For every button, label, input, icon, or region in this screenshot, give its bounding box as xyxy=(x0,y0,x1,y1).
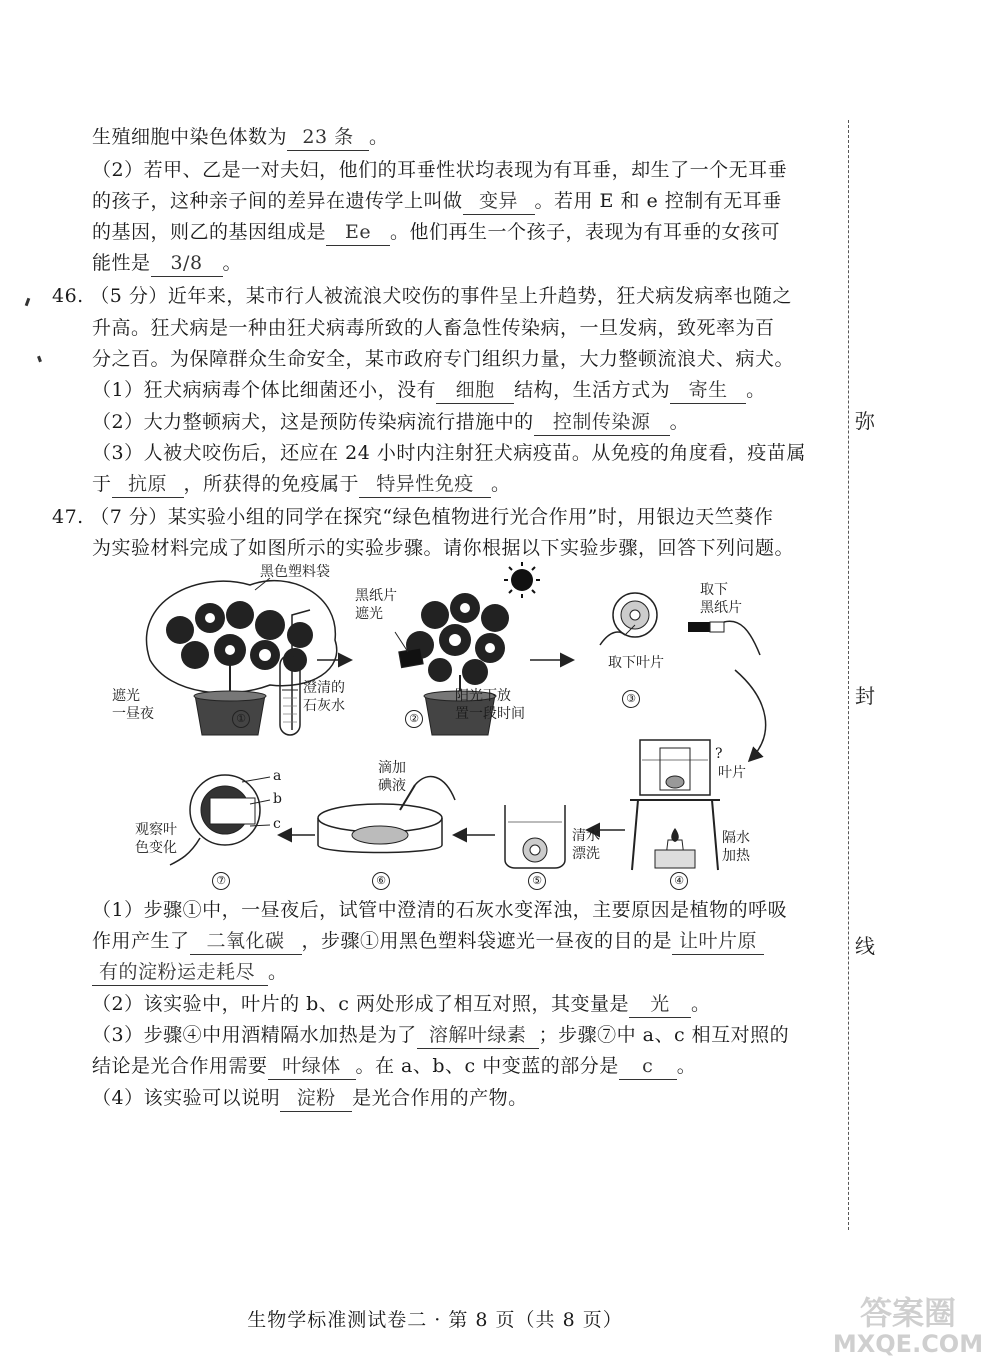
answer-blank: c xyxy=(619,1053,677,1080)
q45-line1: 生殖细胞中染色体数为 23 条 。 xyxy=(92,124,389,151)
answer-blank: Ee xyxy=(326,219,390,246)
label-question: ? xyxy=(715,746,723,762)
q45-part2-line4: 能性是 3/8 。 xyxy=(92,250,242,277)
answer-blank: 叶绿体 xyxy=(268,1053,356,1080)
label-heat-2: 加热 xyxy=(722,848,750,864)
label-black-paper: 黑纸片 xyxy=(355,588,397,604)
watermark-bottom-text: MXQE.COM xyxy=(832,1330,984,1358)
figure-drawing xyxy=(110,560,790,890)
q47-sub1-line1: （1）步骤①中，一昼夜后，试管中澄清的石灰水变浑浊，主要原因是植物的呼吸 xyxy=(92,899,788,921)
label-sunlight-1: 阳光下放 xyxy=(455,688,511,704)
label-shade: 遮光 xyxy=(112,688,140,704)
q47-sub3-line1: （3）步骤④中用酒精隔水加热是为了 溶解叶绿素 ；步骤⑦中 a、c 相互对照的 xyxy=(92,1022,789,1049)
label-b: b xyxy=(273,791,282,807)
step4-water-bath xyxy=(630,740,720,870)
answer-blank: 3/8 xyxy=(151,250,223,277)
step-number: ⑥ xyxy=(372,872,390,890)
label-observe-1: 观察叶 xyxy=(135,822,177,838)
q47-sub4: （4）该实验可以说明 淀粉 是光合作用的产物。 xyxy=(92,1085,528,1112)
q46-sub3-line2: 于 抗原 ，所获得的免疫属于 特异性免疫 。 xyxy=(92,471,511,498)
label-day-night: 一昼夜 xyxy=(112,706,154,722)
label-leaf: 叶片 xyxy=(718,765,746,781)
step-number: ② xyxy=(405,710,423,728)
margin-seal-word-3: 线 xyxy=(855,934,875,958)
q45-part2-line3: 的基因，则乙的基因组成是 Ee 。他们再生一个孩子，表现为有耳垂的女孩可 xyxy=(92,219,780,246)
step-number: ⑦ xyxy=(212,872,230,890)
step-number: ③ xyxy=(622,690,640,708)
margin-mark xyxy=(37,356,42,363)
answer-blank: 控制传染源 xyxy=(534,409,670,436)
label-c: c xyxy=(273,816,281,832)
step-number: ① xyxy=(232,710,250,728)
label-iodine-1: 滴加 xyxy=(378,760,406,776)
answer-blank: 让叶片原 xyxy=(672,928,764,955)
q46-stem-line2: 升高。狂犬病是一种由狂犬病毒所致的人畜急性传染病，一旦发病，致死率为百 xyxy=(92,317,775,339)
answer-blank: 二氧化碳 xyxy=(190,928,302,955)
label-take-leaf: 取下叶片 xyxy=(608,655,664,671)
answer-blank: 有的淀粉运走耗尽 xyxy=(92,959,268,986)
step3-leaf xyxy=(600,593,657,645)
q47-stem-line1: 47. （7 分）某实验小组的同学在探究“绿色植物进行光合作用”时，用银边天竺葵作 xyxy=(52,506,774,528)
q45-part2-line2: 的孩子，这种亲子间的差异在遗传学上叫做 变异 。若用 E 和 e 控制有无耳垂 xyxy=(92,188,782,215)
answer-blank: 光 xyxy=(629,991,691,1018)
q47-sub1-line2: 作用产生了 二氧化碳 ，步骤①用黑色塑料袋遮光一昼夜的目的是 让叶片原 xyxy=(92,928,764,955)
q46-sub3-line1: （3）人被犬咬伤后，还应在 24 小时内注射狂犬病疫苗。从免疫的角度看，疫苗属 xyxy=(92,442,806,464)
label-limewater-2: 石灰水 xyxy=(303,698,345,714)
answer-blank: 溶解叶绿素 xyxy=(417,1022,539,1049)
q47-sub3-line2: 结论是光合作用需要 叶绿体 。在 a、b、c 中变蓝的部分是 c 。 xyxy=(92,1053,696,1080)
answer-blank: 淀粉 xyxy=(280,1085,352,1112)
q46-stem-line1: 46. （5 分）近年来，某市行人被流浪犬咬伤的事件呈上升趋势，狂犬病发病率也随之 xyxy=(52,285,792,307)
q47-sub2: （2）该实验中，叶片的 b、c 两处形成了相互对照，其变量是 光 。 xyxy=(92,991,711,1018)
q46-sub1: （1）狂犬病病毒个体比细菌还小，没有 细胞 结构，生活方式为 寄生 。 xyxy=(92,377,766,404)
label-rinse-2: 漂洗 xyxy=(572,846,600,862)
sun-icon xyxy=(504,562,540,598)
label-rinse-1: 清水 xyxy=(572,828,600,844)
step3-remove-paper xyxy=(688,621,760,655)
page-footer: 生物学标准测试卷二 · 第 8 页（共 8 页） xyxy=(247,1309,623,1331)
answer-blank: 特异性免疫 xyxy=(359,471,491,498)
step5-rinse-beaker xyxy=(505,805,565,868)
answer-blank: 寄生 xyxy=(670,377,746,404)
experiment-figure xyxy=(110,560,790,890)
margin-seal-word-2: 封 xyxy=(855,684,875,708)
watermark-top-text: 答案圈 xyxy=(859,1294,957,1332)
answer-blank: 变异 xyxy=(463,188,535,215)
binding-dashed-line xyxy=(848,120,849,1230)
label-remove-2: 黑纸片 xyxy=(700,600,742,616)
label-remove-1: 取下 xyxy=(700,582,728,598)
label-a: a xyxy=(273,768,282,784)
step7-leaf-abc xyxy=(170,775,270,865)
answer-blank: 23 条 xyxy=(287,124,369,151)
step-number: ④ xyxy=(670,872,688,890)
q46-stem-line3: 分之百。为保障群众生命安全，某市政府专门组织力量，大力整顿流浪犬、病犬。 xyxy=(92,348,795,370)
label-sunlight-2: 置一段时间 xyxy=(455,706,525,722)
answer-blank: 抗原 xyxy=(112,471,184,498)
step-number: ⑤ xyxy=(528,872,546,890)
label-limewater-1: 澄清的 xyxy=(303,680,345,696)
label-paper-shade: 遮光 xyxy=(355,606,383,622)
label-heat-1: 隔水 xyxy=(722,830,750,846)
label-black-bag: 黑色塑料袋 xyxy=(260,564,330,580)
q46-sub2: （2）大力整顿病犬，这是预防传染病流行措施中的 控制传染源 。 xyxy=(92,409,689,436)
q45-part2-line1: （2）若甲、乙是一对夫妇，他们的耳垂性状均表现为有耳垂，却生了一个无耳垂 xyxy=(92,159,788,181)
margin-seal-word-1: 弥 xyxy=(855,409,875,433)
margin-mark xyxy=(25,298,31,307)
watermark-logo xyxy=(828,1290,988,1360)
label-observe-2: 色变化 xyxy=(135,840,177,856)
label-iodine-2: 碘液 xyxy=(378,778,406,794)
q47-sub1-line3: 有的淀粉运走耗尽 。 xyxy=(92,959,288,986)
q47-stem-line2: 为实验材料完成了如图所示的实验步骤。请你根据以下实验步骤，回答下列问题。 xyxy=(92,537,795,559)
answer-blank: 细胞 xyxy=(436,377,514,404)
